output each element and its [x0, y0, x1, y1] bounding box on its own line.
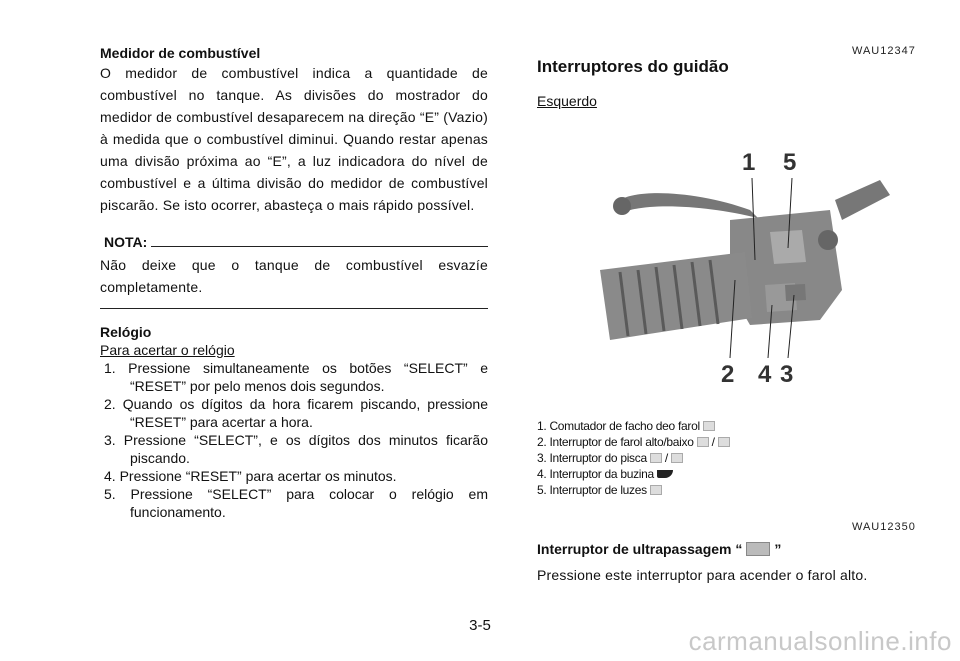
clock-steps — [100, 359, 488, 521]
fuel-heading: Medidor de combustível — [100, 45, 261, 61]
legend-item: 5. Interruptor de luzes — [537, 482, 733, 498]
watermark: carmanualsonline.info — [688, 626, 952, 656]
callout-1: 1 — [742, 149, 756, 176]
callout-2: 2 — [721, 361, 735, 388]
section-subheading: Esquerdo — [537, 93, 597, 109]
legend-item: 2. Interruptor de farol alto/baixo / — [537, 434, 733, 450]
section-code: WAU12347 — [852, 45, 916, 57]
pass-light-icon — [746, 542, 770, 556]
page-number: 3-5 — [469, 617, 491, 634]
passing-section — [537, 540, 923, 586]
horn-button — [785, 284, 806, 301]
horn-icon — [657, 470, 673, 478]
passing-heading: Interruptor de ultrapassagem “ ” — [537, 541, 782, 557]
passing-paragraph: Pressione este interruptor para acender o farol alto. — [537, 567, 868, 583]
left-column — [100, 44, 488, 521]
mirror-mount — [835, 180, 890, 220]
clock-step: 3. Pressione “SELECT”, e os dígitos dos minutos ficarão piscando. — [104, 432, 488, 466]
nota-bottom-divider — [100, 308, 488, 309]
high-beam-icon — [697, 437, 709, 447]
right-column — [537, 56, 923, 110]
nota-divider — [151, 246, 488, 247]
clock-step: 2. Quando os dígitos da hora ficarem piscando, pressione “RESET” para acertar a hora. — [104, 396, 488, 430]
legend-item: 3. Interruptor do pisca / — [537, 450, 733, 466]
handlebar-illustration — [580, 140, 900, 400]
turn-left-icon — [650, 453, 662, 463]
clock-step: 5. Pressione “SELECT” para colocar o relógio em funcionamento. — [104, 486, 488, 520]
lights-icon — [650, 485, 662, 495]
low-beam-icon — [718, 437, 730, 447]
legend-item: 4. Interruptor da buzina — [537, 466, 733, 482]
fuel-paragraph: O medidor de combustível indica a quantidade de combustível no tanque. As divisões do mostrador do medidor de combustível desaparecem na direção “E” (Vazio) à medida que o combustível diminui. Quando restar apenas uma divisão próxima ao “E”, a luz indicadora do nível de combustível e a última divisão do medidor de combustível piscarão. Se isto ocorrer, abasteça o mais rápido possível. — [100, 65, 488, 213]
callout-4: 4 — [758, 361, 772, 388]
section-code-2: WAU12350 — [852, 521, 916, 533]
nota-paragraph: Não deixe que o tanque de combustível esvazíe completamente. — [100, 257, 488, 295]
nota-header — [100, 234, 488, 250]
illustration-legend — [537, 418, 733, 498]
mount-bolt — [818, 230, 838, 250]
headlight-icon — [703, 421, 715, 431]
clock-step: 1. Pressione simultaneamente os botões “SELECT” e “RESET” por pelo menos dois segundos. — [104, 360, 488, 394]
lever-shape — [620, 193, 758, 218]
clock-step: 4. Pressione “RESET” para acertar os minutos. — [104, 468, 397, 484]
callout-5: 5 — [783, 149, 797, 176]
lever-tip — [613, 197, 631, 215]
legend-item: 1. Comutador de facho deo farol — [537, 418, 733, 434]
clock-subheading: Para acertar o relógio — [100, 342, 235, 358]
nota-label: NOTA: — [104, 234, 148, 250]
clock-heading: Relógio — [100, 324, 152, 340]
turn-right-icon — [671, 453, 683, 463]
section-title: Interruptores do guidão — [537, 57, 729, 76]
callout-3: 3 — [780, 361, 794, 388]
